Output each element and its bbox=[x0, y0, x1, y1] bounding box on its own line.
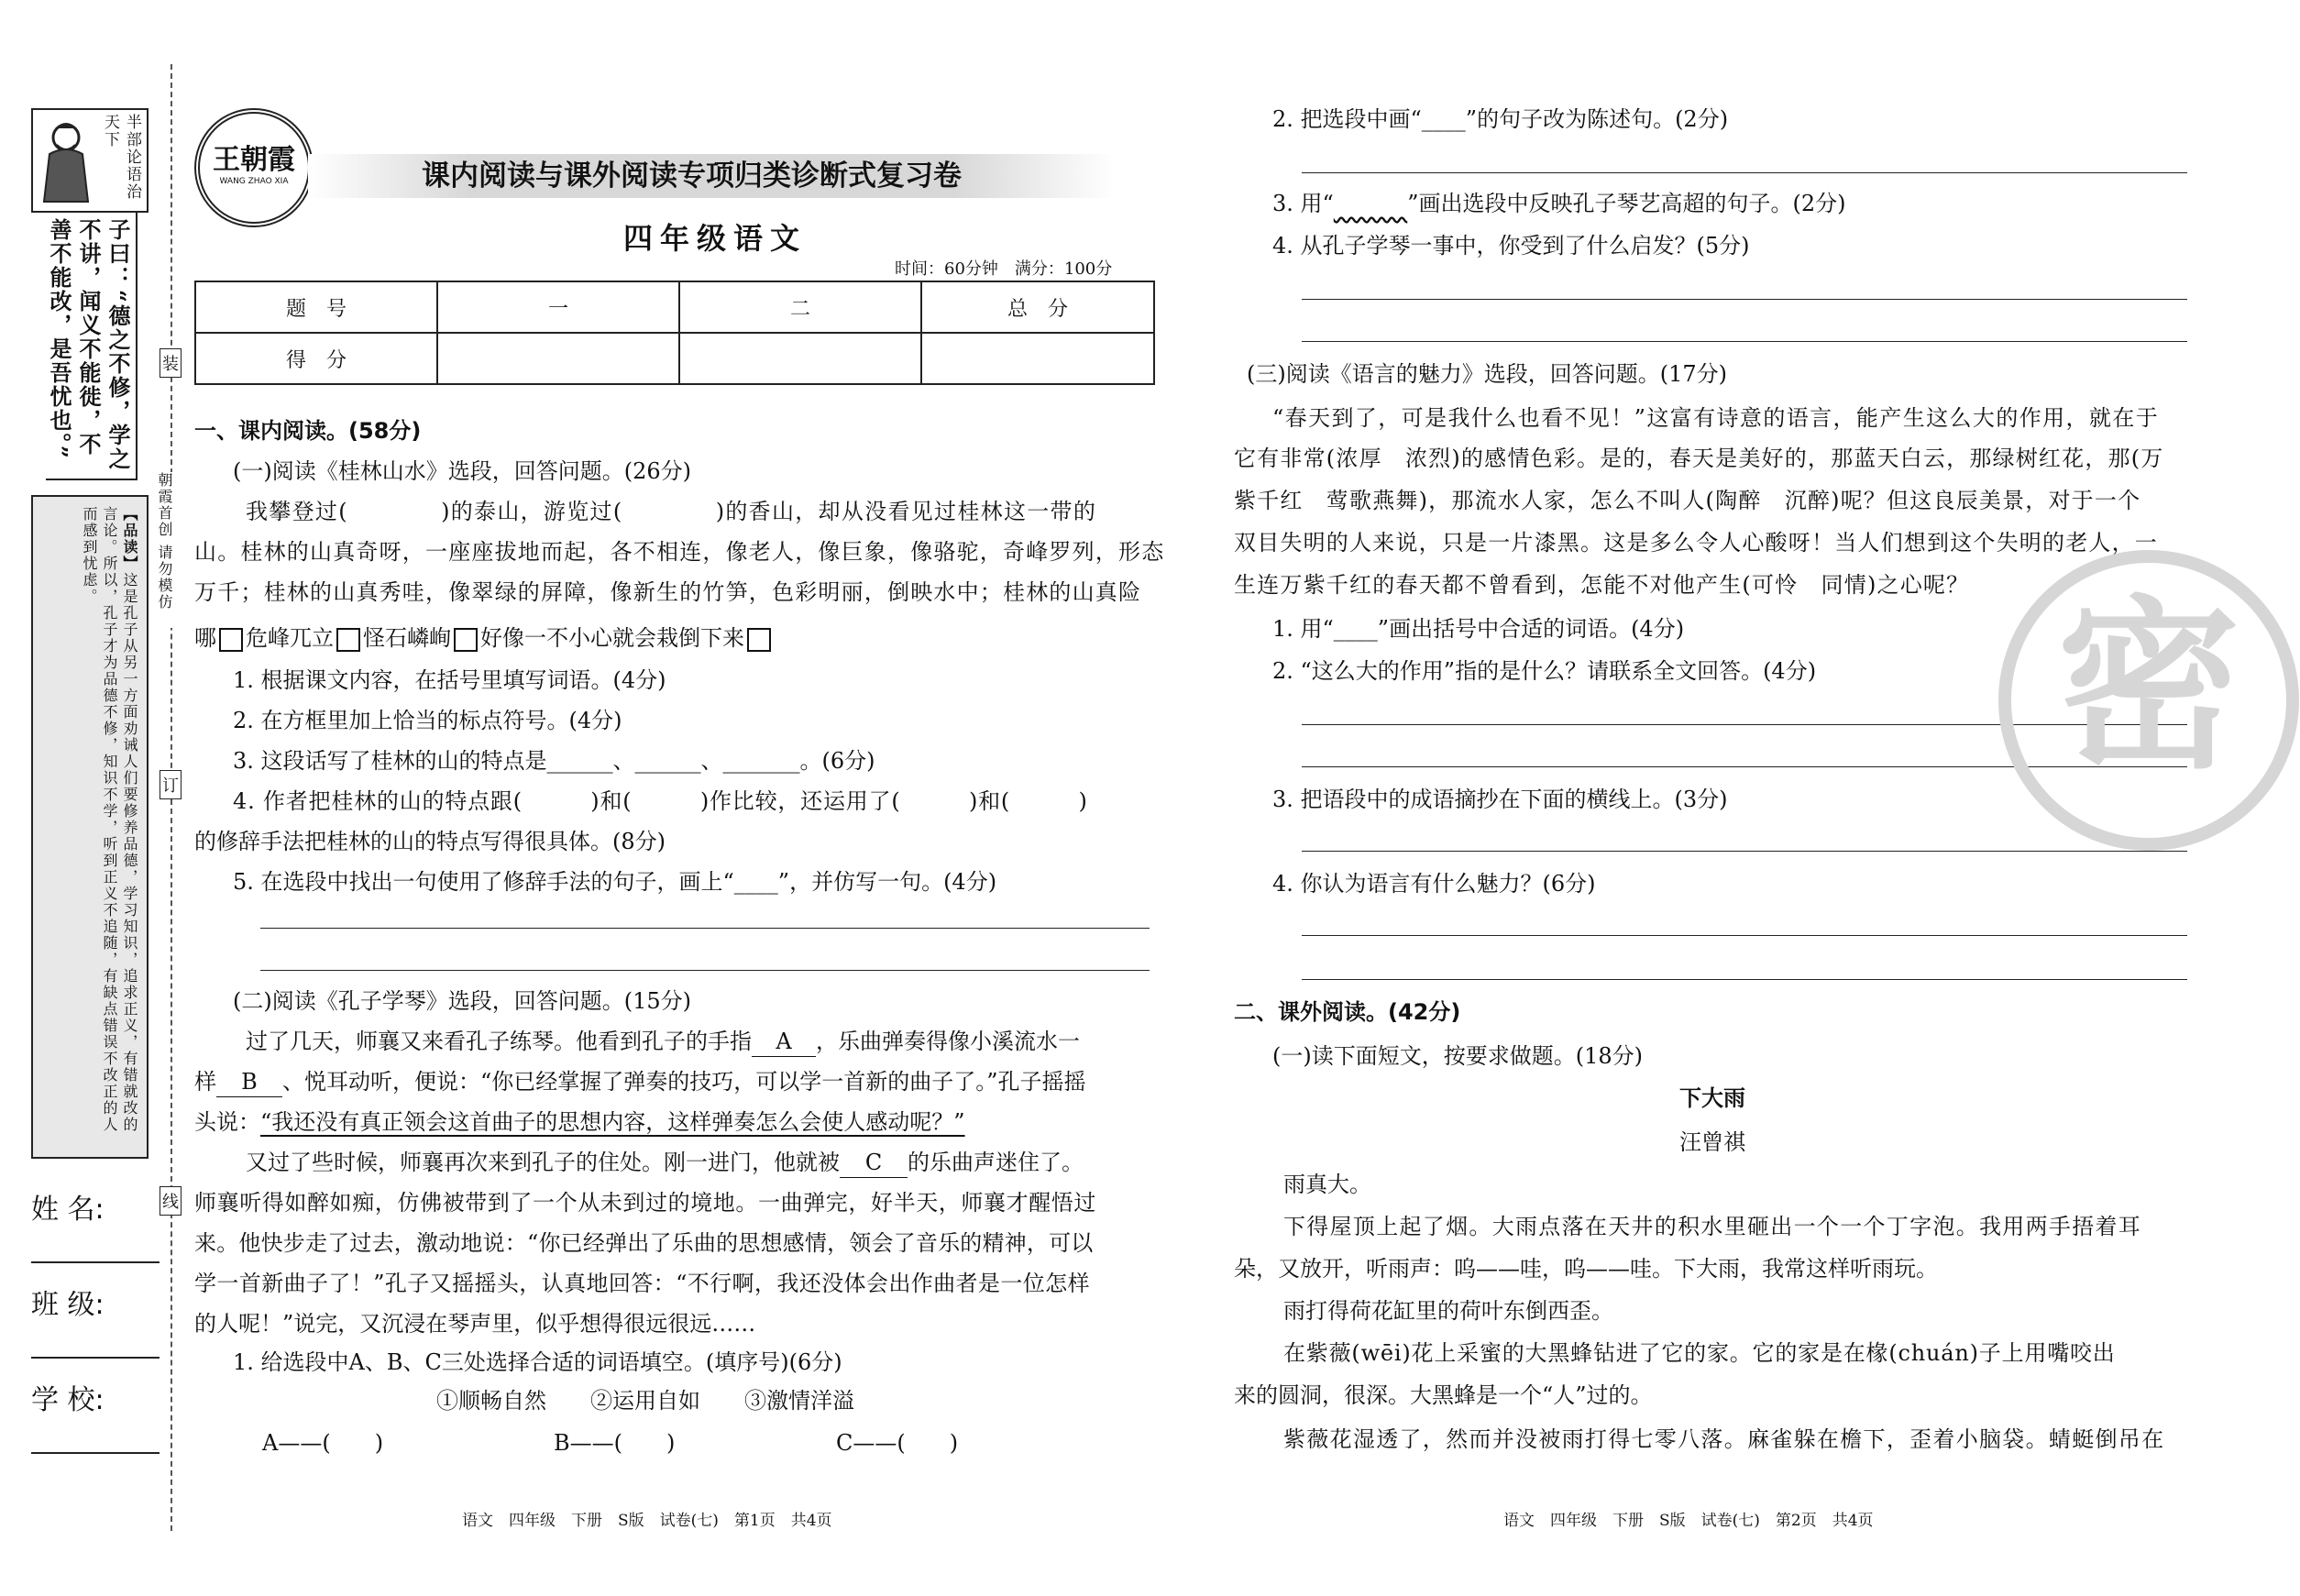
punctuation-box[interactable] bbox=[454, 628, 478, 652]
subject-title: 四年级语文 bbox=[623, 221, 808, 256]
part1-title: (一)阅读《桂林山水》选段，回答问题。(26分) bbox=[233, 458, 691, 484]
answer-line[interactable] bbox=[260, 970, 1150, 971]
copyright-note: 朝霞首创 请勿模仿 bbox=[156, 472, 172, 628]
section1-title: 一、课内阅读。(58分) bbox=[194, 418, 422, 444]
field-label: 姓 名: bbox=[31, 1194, 105, 1226]
paragraph-line: 它有非常(浓厚 浓烈)的感情色彩。是的，春天是美好的，那蓝天白云，那绿树红花，那(万 bbox=[1234, 446, 2164, 471]
punctuation-box[interactable] bbox=[219, 628, 243, 652]
cut-label-3: 线 bbox=[160, 1186, 182, 1216]
paragraph-line: 头说：“我还没有真正领会这首曲子的思想内容，这样弹奏怎么会使人感动呢？” bbox=[194, 1109, 965, 1135]
logo bbox=[194, 108, 314, 227]
question: 1. 给选段中A、B、C三处选择合适的词语填空。(填序号)(6分) bbox=[233, 1349, 842, 1375]
answer-line[interactable] bbox=[1302, 979, 2187, 980]
paragraph-line: 我攀登过( )的泰山，游览过( )的香山，却从没看见过桂林这一带的 bbox=[246, 499, 1097, 524]
badge-box bbox=[31, 108, 149, 213]
answer-b[interactable]: B——( ) bbox=[554, 1430, 676, 1456]
field-line[interactable] bbox=[31, 1452, 160, 1454]
paragraph-line: 紫千红 莺歌燕舞)，那流水人家，怎么不叫人(陶醉 沉醉)呢？但这良辰美景，对于一个 bbox=[1234, 488, 2141, 513]
paragraph-line: 双目失明的人来说，只是一片漆黑。这是多么令人心酸呀！当人们想到这个失明的老人，一 bbox=[1234, 530, 2158, 556]
score-table bbox=[194, 281, 1155, 385]
time-info: 时间：60分钟 满分：100分 bbox=[895, 259, 1113, 279]
punctuation-box[interactable] bbox=[336, 628, 360, 652]
quote-text: 子曰：“德之不修，学之不讲，闻义不能徙，不善不能改，是吾忧也。” bbox=[46, 218, 131, 471]
question: 4. 作者把桂林的山的特点跟( )和( )作比较，还运用了( )和( ) bbox=[233, 788, 1088, 814]
watermark-text: 密 bbox=[2056, 580, 2240, 794]
section2-part1-title: (一)读下面短文，按要求做题。(18分) bbox=[1272, 1043, 1643, 1069]
story-line: 来的圆洞，很深。大黑蜂是一个“人”过的。 bbox=[1234, 1382, 1653, 1408]
question: 2. 把选段中画“____”的句子改为陈述句。(2分) bbox=[1272, 106, 1729, 132]
student-field-name[interactable] bbox=[31, 1192, 160, 1263]
paragraph-line: 又过了些时候，师襄再次来到孔子的住处。刚一进门，他就被 C 的乐曲声迷住了。 bbox=[246, 1148, 1084, 1178]
question: 2. “这么大的作用”指的是什么？请联系全文回答。(4分) bbox=[1272, 658, 1817, 684]
paragraph-line: 的人呢！”说完，又沉浸在琴声里，似乎想得很远很远…… bbox=[194, 1311, 756, 1337]
badge-text: 半部论语治天下 bbox=[101, 114, 141, 201]
score-header-3: 二 bbox=[679, 281, 921, 333]
underlined-sentence: “我还没有真正领会这首曲子的思想内容，这样弹奏怎么会使人感动呢？” bbox=[260, 1109, 965, 1135]
answer-line[interactable] bbox=[1302, 172, 2187, 173]
punctuation-box[interactable] bbox=[747, 628, 771, 652]
story-line: 朵，又放开，听雨声：呜——哇，呜——哇。下大雨，我常这样听雨玩。 bbox=[1234, 1256, 1938, 1282]
score-cell[interactable] bbox=[437, 333, 679, 384]
confidential-watermark bbox=[1998, 550, 2299, 851]
score-row-label: 得 分 bbox=[195, 333, 437, 384]
wavy-mark bbox=[1334, 191, 1407, 216]
score-header-2: 一 bbox=[437, 281, 679, 333]
score-cell[interactable] bbox=[679, 333, 921, 384]
footer-left: 语文 四年级 下册 S版 试卷(七) 第1页 共4页 bbox=[462, 1512, 832, 1530]
story-author: 汪曾祺 bbox=[1679, 1129, 1745, 1155]
answer-line[interactable] bbox=[1302, 341, 2187, 342]
answer-line[interactable] bbox=[260, 928, 1150, 929]
question: 4. 从孔子学琴一事中，你受到了什么启发？(5分) bbox=[1272, 233, 1750, 259]
question: 1. 根据课文内容，在括号里填写词语。(4分) bbox=[233, 667, 666, 693]
commentary-body: 这是孔子从另一方面劝诫人们要修养品德，学习知识，追求正义，有错就改的言论。所以，孔子才为品德不修，知识不学，听到正义不追随，有缺点错误不改正的人而感到忧虑。 bbox=[81, 506, 138, 1133]
part2-title: (二)阅读《孔子学琴》选段，回答问题。(15分) bbox=[233, 988, 691, 1014]
paragraph-line: 师襄听得如醉如痴，仿佛被带到了一个从未到过的境地。一曲弹完，好半天，师襄才醒悟过 bbox=[194, 1190, 1096, 1216]
cut-label-2: 订 bbox=[160, 770, 182, 799]
commentary-text bbox=[79, 506, 139, 1139]
cut-label-1: 装 bbox=[160, 348, 182, 378]
story-title: 下大雨 bbox=[1679, 1085, 1745, 1111]
student-field-class[interactable] bbox=[31, 1287, 160, 1359]
story-line: 在紫薇(wēi)花上采蜜的大黑蜂钻进了它的家。它的家是在椽(chuán)子上用嘴咬出 bbox=[1283, 1340, 2116, 1366]
section2-title: 二、课外阅读。(42分) bbox=[1234, 999, 1461, 1025]
score-header-1: 题 号 bbox=[195, 281, 437, 333]
options: ①顺畅自然 ②运用自如 ③激情洋溢 bbox=[436, 1388, 854, 1414]
question: 3. 用“ ”画出选段中反映孔子琴艺高超的句子。(2分) bbox=[1272, 191, 1846, 216]
answer-c[interactable]: C——( ) bbox=[836, 1430, 959, 1456]
quote-box bbox=[46, 213, 138, 480]
blank-a[interactable]: A bbox=[752, 1027, 816, 1057]
field-line[interactable] bbox=[31, 1261, 160, 1263]
field-line[interactable] bbox=[31, 1357, 160, 1359]
confucius-icon bbox=[37, 117, 95, 205]
paragraph-line: 生连万紫千红的春天都不曾看到，怎能不对他产生(可怜 同情)之心呢？ bbox=[1234, 572, 1970, 598]
series-title: 课内阅读与课外阅读专项归类诊断式复习卷 bbox=[422, 160, 962, 193]
paragraph-line: 样 B 、悦耳动听，便说：“你已经掌握了弹奏的技巧，可以学一首新的曲子了。”孔子摇摇 bbox=[194, 1067, 1086, 1097]
commentary-box bbox=[31, 495, 149, 1159]
logo-sub: WANG ZHAO XIA bbox=[219, 177, 289, 186]
answer-line[interactable] bbox=[1302, 935, 2187, 936]
question: 4. 你认为语言有什么魅力？(6分) bbox=[1272, 871, 1596, 897]
paragraph-line: 过了几天，师襄又来看孔子练琴。他看到孔子的手指 A ，乐曲弹奏得像小溪流水一 bbox=[246, 1027, 1080, 1057]
score-header-4: 总 分 bbox=[921, 281, 1154, 333]
answer-a[interactable]: A——( ) bbox=[262, 1430, 384, 1456]
paragraph-line: 来。他快步走了过去，激动地说：“你已经弹出了乐曲的思想感情，领会了音乐的精神，可以 bbox=[194, 1230, 1094, 1256]
story-line: 雨真大。 bbox=[1283, 1172, 1371, 1197]
paragraph-line: 学一首新曲子了！”孔子又摇摇头，认真地回答：“不行啊，我还没体会出作曲者是一位怎样 bbox=[194, 1271, 1090, 1296]
story-line: 下得屋顶上起了烟。大雨点落在天井的积水里砸出一个一个丁字泡。我用两手捂着耳 bbox=[1283, 1214, 2142, 1239]
paragraph-line: “春天到了，可是我什么也看不见！”这富有诗意的语言，能产生这么大的作用，就在于 bbox=[1272, 405, 2160, 431]
score-cell[interactable] bbox=[921, 333, 1154, 384]
answer-line[interactable] bbox=[1302, 851, 2187, 852]
question: 的修辞手法把桂林的山的特点写得很具体。(8分) bbox=[194, 829, 666, 854]
logo-text: 王朝霞 bbox=[213, 144, 295, 176]
student-field-school[interactable] bbox=[31, 1382, 160, 1454]
paragraph-line: 万千；桂林的山真秀哇，像翠绿的屏障，像新生的竹笋，色彩明丽，倒映水中；桂林的山真险 bbox=[194, 579, 1142, 605]
question: 3. 这段话写了桂林的山的特点是______、______、_______。(6分) bbox=[233, 748, 875, 774]
blank-c[interactable]: C bbox=[840, 1148, 908, 1178]
field-label: 班 级: bbox=[31, 1289, 105, 1321]
question: 5. 在选段中找出一句使用了修辞手法的句子，画上“____”，并仿写一句。(4分) bbox=[233, 869, 997, 895]
story-line: 雨打得荷花缸里的荷叶东倒西歪。 bbox=[1283, 1298, 1613, 1324]
part3-title: (三)阅读《语言的魅力》选段，回答问题。(17分) bbox=[1247, 361, 1727, 387]
blank-b[interactable]: B bbox=[216, 1067, 282, 1097]
question: 1. 用“____”画出括号中合适的词语。(4分) bbox=[1272, 616, 1685, 642]
question: 2. 在方框里加上恰当的标点符号。(4分) bbox=[233, 708, 622, 733]
question: 3. 把语段中的成语摘抄在下面的横线上。(3分) bbox=[1272, 787, 1728, 812]
footer-right: 语文 四年级 下册 S版 试卷(七) 第2页 共4页 bbox=[1503, 1512, 1874, 1530]
answer-line[interactable] bbox=[1302, 299, 2187, 300]
paragraph-line-boxes: 哪 危峰兀立 怪石嶙峋 好像一不小心就会栽倒下来 bbox=[194, 623, 774, 653]
commentary-label: 【品读】 bbox=[121, 506, 138, 572]
field-label: 学 校: bbox=[31, 1384, 105, 1416]
story-line: 紫薇花湿透了，然而并没被雨打得七零八落。麻雀躲在檐下，歪着小脑袋。蜻蜓倒吊在 bbox=[1283, 1426, 2165, 1452]
paragraph-line: 山。桂林的山真奇呀，一座座拔地而起，各不相连，像老人，像巨象，像骆驼，奇峰罗列，形态 bbox=[194, 539, 1165, 565]
